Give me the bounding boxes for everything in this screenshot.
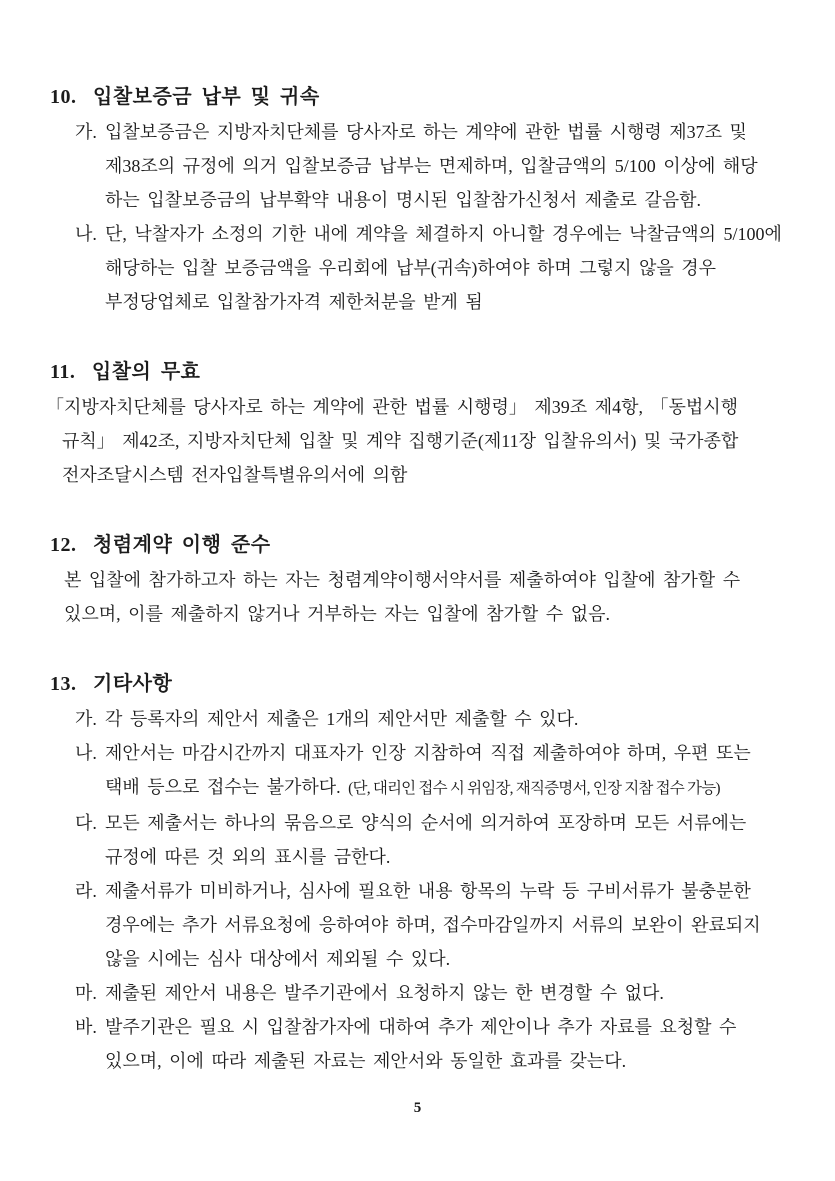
item-text: 단, 낙찰자가 소정의 기한 내에 계약을 체결하지 아니할 경우에는 낙찰금액의 5/100에 해당하는 입찰 보증금액을 우리회에 납부(귀속)하여야 하며 그렇지 않을 경우 부정당업체로 입찰참가자격 제한처분을 받게 됨 bbox=[105, 224, 782, 312]
item-text: 제출된 제안서 내용은 발주기관에서 요청하지 않는 한 변경할 수 없다. bbox=[105, 983, 664, 1003]
item-note: (단, 대리인 접수 시 위임장, 재직증명서, 인장 지참 접수 가능) bbox=[348, 780, 720, 797]
section-heading bbox=[50, 357, 789, 387]
section-10-bid-deposit bbox=[50, 82, 789, 319]
section-title: 청렴계약 이행 준수 bbox=[93, 534, 271, 556]
item-label: 나. bbox=[75, 743, 97, 763]
item-label: 가. bbox=[75, 709, 97, 729]
section-number: 13. bbox=[50, 673, 77, 695]
section-heading bbox=[50, 669, 789, 699]
section-number: 12. bbox=[50, 534, 77, 556]
section-title: 기타사항 bbox=[93, 673, 173, 695]
list-item bbox=[75, 874, 789, 976]
list-item bbox=[75, 217, 789, 319]
item-text: 각 등록자의 제안서 제출은 1개의 제안서만 제출할 수 있다. bbox=[105, 709, 579, 729]
list-item bbox=[75, 1010, 789, 1078]
item-label: 바. bbox=[75, 1017, 97, 1037]
section-13-misc bbox=[50, 669, 789, 1078]
section-body: 「지방자치단체를 당사자로 하는 계약에 관한 법률 시행령」 제39조 제4항, 「동법시행 규칙」 제42조, 지방자치단체 입찰 및 계약 집행기준(제11장 입찰유의서) 및 국가종합 전자조달시스템 전자입찰특별유의서에 의함 bbox=[46, 397, 739, 485]
list-item bbox=[75, 976, 789, 1010]
section-title: 입찰보증금 납부 및 귀속 bbox=[93, 86, 320, 108]
section-heading bbox=[50, 82, 789, 112]
item-text: 제안서는 마감시간까지 대표자가 인장 지참하여 직접 제출하여야 하며, 우편 또는 택배 등으로 접수는 불가하다. bbox=[105, 743, 751, 797]
section-body: 본 입찰에 참가하고자 하는 자는 청렴계약이행서약서를 제출하여야 입찰에 참가할 수 있으며, 이를 제출하지 않거나 거부하는 자는 입찰에 참가할 수 없음. bbox=[64, 570, 741, 624]
item-label: 라. bbox=[75, 881, 97, 901]
list-item bbox=[75, 702, 789, 736]
item-label: 마. bbox=[75, 983, 97, 1003]
list-item bbox=[75, 115, 789, 217]
section-number: 10. bbox=[50, 86, 77, 108]
section-heading bbox=[50, 530, 789, 560]
section-11-invalid-bids bbox=[46, 357, 789, 492]
item-text: 모든 제출서는 하나의 묶음으로 양식의 순서에 의거하여 포장하며 모든 서류에는 규정에 따른 것 외의 표시를 금한다. bbox=[105, 813, 747, 867]
list-item bbox=[75, 736, 789, 806]
section-number: 11. bbox=[50, 361, 76, 383]
section-12-integrity-pact bbox=[50, 530, 789, 631]
item-text-wrap bbox=[105, 736, 789, 806]
item-label: 나. bbox=[75, 224, 97, 244]
item-text: 입찰보증금은 지방자치단체를 당사자로 하는 계약에 관한 법률 시행령 제37조 및 제38조의 규정에 의거 입찰보증금 납부는 면제하며, 입찰금액의 5/100 이상에 해당 하는 입찰보증금의 납부확약 내용이 명시된 입찰참가신청서 제출로 갈음함. bbox=[105, 122, 758, 210]
list-item bbox=[75, 806, 789, 874]
item-text: 제출서류가 미비하거나, 심사에 필요한 내용 항목의 누락 등 구비서류가 불충분한 경우에는 추가 서류요청에 응하여야 하며, 접수마감일까지 서류의 보완이 완료되지 않을 시에는 심사 대상에서 제외될 수 있다. bbox=[105, 881, 761, 969]
item-text: 발주기관은 필요 시 입찰참가자에 대하여 추가 제안이나 추가 자료를 요청할 수 있으며, 이에 따라 제출된 자료는 제안서와 동일한 효과를 갖는다. bbox=[105, 1017, 737, 1071]
page-number: 5 bbox=[413, 1100, 422, 1116]
section-title: 입찰의 무효 bbox=[91, 361, 201, 383]
item-label: 가. bbox=[75, 122, 97, 142]
item-label: 다. bbox=[75, 813, 97, 833]
